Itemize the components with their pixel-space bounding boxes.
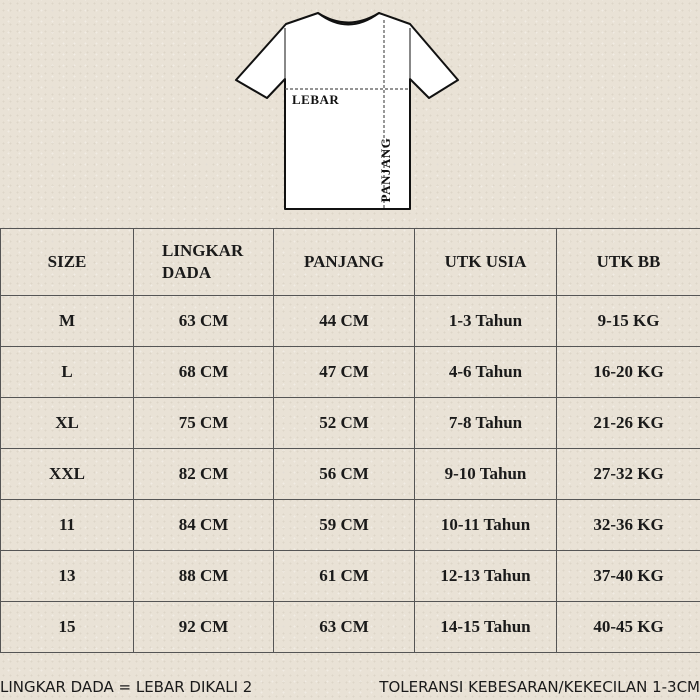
size-cell: XXL <box>1 449 134 500</box>
age-cell: 4-6 Tahun <box>415 347 557 398</box>
chest-cell: 82 CM <box>134 449 274 500</box>
weight-cell: 37-40 KG <box>557 551 700 602</box>
table-row <box>1 347 700 398</box>
length-cell: 61 CM <box>274 551 415 602</box>
chest-cell: 63 CM <box>134 296 274 347</box>
header-length: PANJANG <box>274 229 415 296</box>
table-row <box>1 398 700 449</box>
size-cell: M <box>1 296 134 347</box>
chest-cell: 68 CM <box>134 347 274 398</box>
header-age: UTK USIA <box>415 229 557 296</box>
header-size: SIZE <box>1 229 134 296</box>
table-header-row <box>1 229 700 296</box>
length-cell: 56 CM <box>274 449 415 500</box>
size-cell: 15 <box>1 602 134 653</box>
size-cell: 11 <box>1 500 134 551</box>
chest-formula-note: LINGKAR DADA = LEBAR DIKALI 2 <box>0 678 253 696</box>
age-cell: 7-8 Tahun <box>415 398 557 449</box>
age-cell: 14-15 Tahun <box>415 602 557 653</box>
chest-cell: 92 CM <box>134 602 274 653</box>
weight-cell: 32-36 KG <box>557 500 700 551</box>
length-label: PANJANG <box>378 137 393 203</box>
age-cell: 1-3 Tahun <box>415 296 557 347</box>
chest-cell: 75 CM <box>134 398 274 449</box>
weight-cell: 9-15 KG <box>557 296 700 347</box>
age-cell: 9-10 Tahun <box>415 449 557 500</box>
table-row <box>1 602 700 653</box>
table-row <box>1 551 700 602</box>
size-chart-table <box>0 228 700 653</box>
length-cell: 52 CM <box>274 398 415 449</box>
table-row <box>1 500 700 551</box>
weight-cell: 21-26 KG <box>557 398 700 449</box>
chest-cell: 88 CM <box>134 551 274 602</box>
chest-cell: 84 CM <box>134 500 274 551</box>
tshirt-outline <box>236 13 458 209</box>
header-chest-circumference: LINGKAR DADA <box>134 229 274 296</box>
weight-cell: 40-45 KG <box>557 602 700 653</box>
length-cell: 59 CM <box>274 500 415 551</box>
table-row <box>1 296 700 347</box>
header-weight: UTK BB <box>557 229 700 296</box>
tshirt-diagram <box>234 6 466 214</box>
age-cell: 12-13 Tahun <box>415 551 557 602</box>
width-label: LEBAR <box>292 92 340 107</box>
length-cell: 44 CM <box>274 296 415 347</box>
size-cell: L <box>1 347 134 398</box>
weight-cell: 16-20 KG <box>557 347 700 398</box>
weight-cell: 27-32 KG <box>557 449 700 500</box>
length-cell: 47 CM <box>274 347 415 398</box>
size-cell: 13 <box>1 551 134 602</box>
age-cell: 10-11 Tahun <box>415 500 557 551</box>
size-cell: XL <box>1 398 134 449</box>
length-cell: 63 CM <box>274 602 415 653</box>
table-row <box>1 449 700 500</box>
tolerance-note: TOLERANSI KEBESARAN/KEKECILAN 1-3CM <box>379 678 700 696</box>
